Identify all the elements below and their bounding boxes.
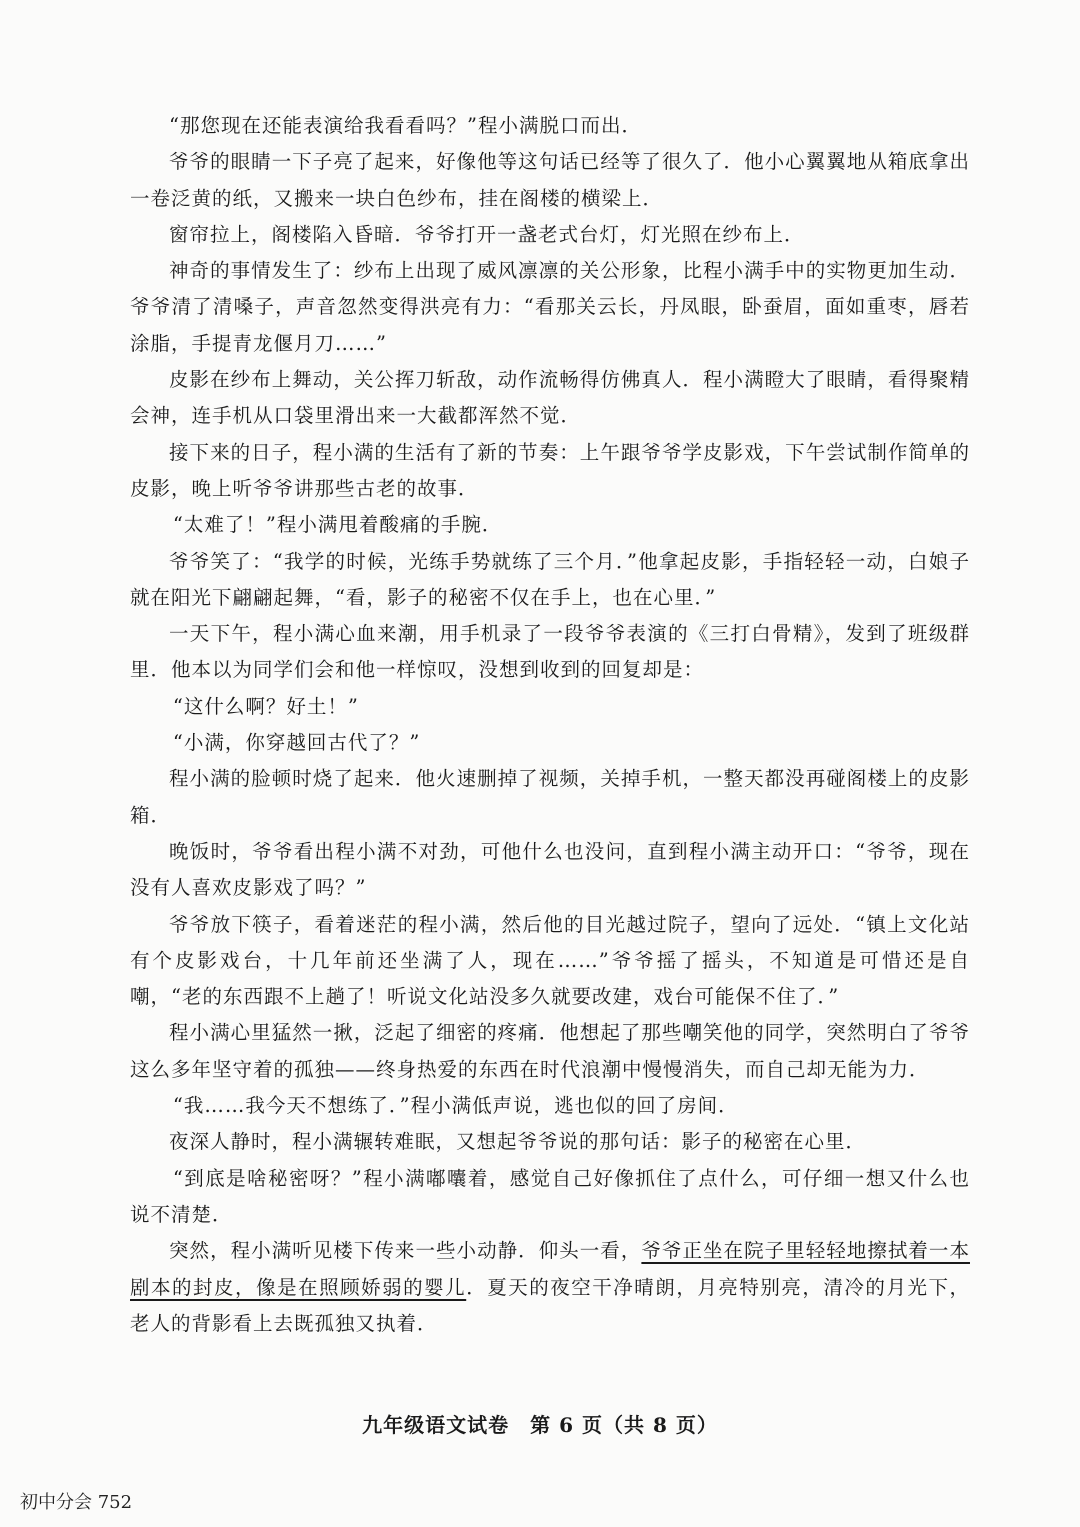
paragraph: 神奇的事情发生了：纱布上出现了威风凛凛的关公形象，比程小满手中的实物更加生动．爷爷清了清嗓子，声音忽然变得洪亮有力：“看那关云长，丹凤眼，卧蚕眉，面如重枣，唇若涂脂，手提青龙偃月刀……” <box>130 259 970 355</box>
page-footer: 九年级语文试卷 第 6 页（共 8 页） <box>362 1413 718 1437</box>
paragraph: “到底是啥秘密呀？”程小满嘟囔着，感觉自己好像抓住了点什么，可仔细一想又什么也说不清楚． <box>130 1166 970 1226</box>
paragraph: “小满，你穿越回古代了？” <box>172 731 421 755</box>
paragraph: 爷爷笑了：“我学的时候，光练手势就练了三个月．”他拿起皮影，手指轻轻一动，白娘子就在阳光下翩翩起舞，“看，影子的秘密不仅在手上，也在心里．” <box>130 549 970 609</box>
final-paragraph-end: ．夏天的夜空干净晴朗，月亮特别亮，清冷的月光下，老人的背影看上去既孤独又执着． <box>130 1275 970 1335</box>
paragraph: 一天下午，程小满心血来潮，用手机录了一段爷爷表演的《三打白骨精》，发到了班级群里．他本以为同学们会和他一样惊叹，没想到收到的回复却是： <box>130 622 970 682</box>
paragraph: 夜深人静时，程小满辗转难眠，又想起爷爷说的那句话：影子的秘密在心里． <box>169 1130 867 1154</box>
paragraph: 皮影在纱布上舞动，关公挥刀斩敌，动作流畅得仿佛真人．程小满瞪大了眼睛，看得聚精会神，连手机从口袋里滑出来一大截都浑然不觉． <box>130 368 970 428</box>
paragraph: 爷爷放下筷子，看着迷茫的程小满，然后他的目光越过院子，望向了远处．“镇上文化站有个皮影戏台，十几年前还坐满了人，现在……”爷爷摇了摇头，不知道是可惜还是自嘲，“老的东西跟不上趟了！听说文化站没多久就要改建，戏台可能保不住了．” <box>130 912 970 1009</box>
paragraph: 程小满心里猛然一揪，泛起了细密的疼痛．他想起了那些嘲笑他的同学，突然明白了爷爷这么多年坚守着的孤独——终身热爱的东西在时代浪潮中慢慢消失，而自己却无能为力． <box>130 1021 970 1081</box>
paragraph: 晚饭时，爷爷看出程小满不对劲，可他什么也没问，直到程小满主动开口：“爷爷，现在没有人喜欢皮影戏了吗？” <box>130 839 970 900</box>
paragraph: “这什么啊？好土！” <box>172 694 359 718</box>
paragraph: 爷爷的眼睛一下子亮了起来，好像他等这句话已经等了很久了．他小心翼翼地从箱底拿出一卷泛黄的纸，又搬来一块白色纱布，挂在阁楼的横梁上． <box>130 150 970 210</box>
paragraph: “我……我今天不想练了．”程小满低声说，逃也似的回了房间． <box>172 1094 739 1118</box>
paragraph: “太难了！”程小满甩着酸痛的手腕． <box>172 513 503 537</box>
story-text <box>130 108 970 1342</box>
paragraph: 接下来的日子，程小满的生活有了新的节奏：上午跟爷爷学皮影戏，下午尝试制作简单的皮影，晚上听爷爷讲那些古老的故事． <box>130 440 970 500</box>
final-paragraph <box>130 1233 970 1342</box>
paragraph: 窗帘拉上，阁楼陷入昏暗．爷爷打开一盏老式台灯，灯光照在纱布上． <box>169 222 805 246</box>
paragraph: “那您现在还能表演给我看看吗？”程小满脱口而出． <box>169 114 642 137</box>
watermark-label: 初中分会 752 <box>20 1492 133 1513</box>
final-paragraph-start: 突然，程小满听见楼下传来一些小动静．仰头一看， <box>169 1239 642 1263</box>
paragraph: 程小满的脸顿时烧了起来．他火速删掉了视频，关掉手机，一整天都没再碰阁楼上的皮影箱． <box>130 767 970 827</box>
underlined-sentence: 爷爷正坐在院子里轻轻地擦拭着一本剧本的封皮，像是在照顾娇弱的婴儿 <box>130 1239 970 1299</box>
